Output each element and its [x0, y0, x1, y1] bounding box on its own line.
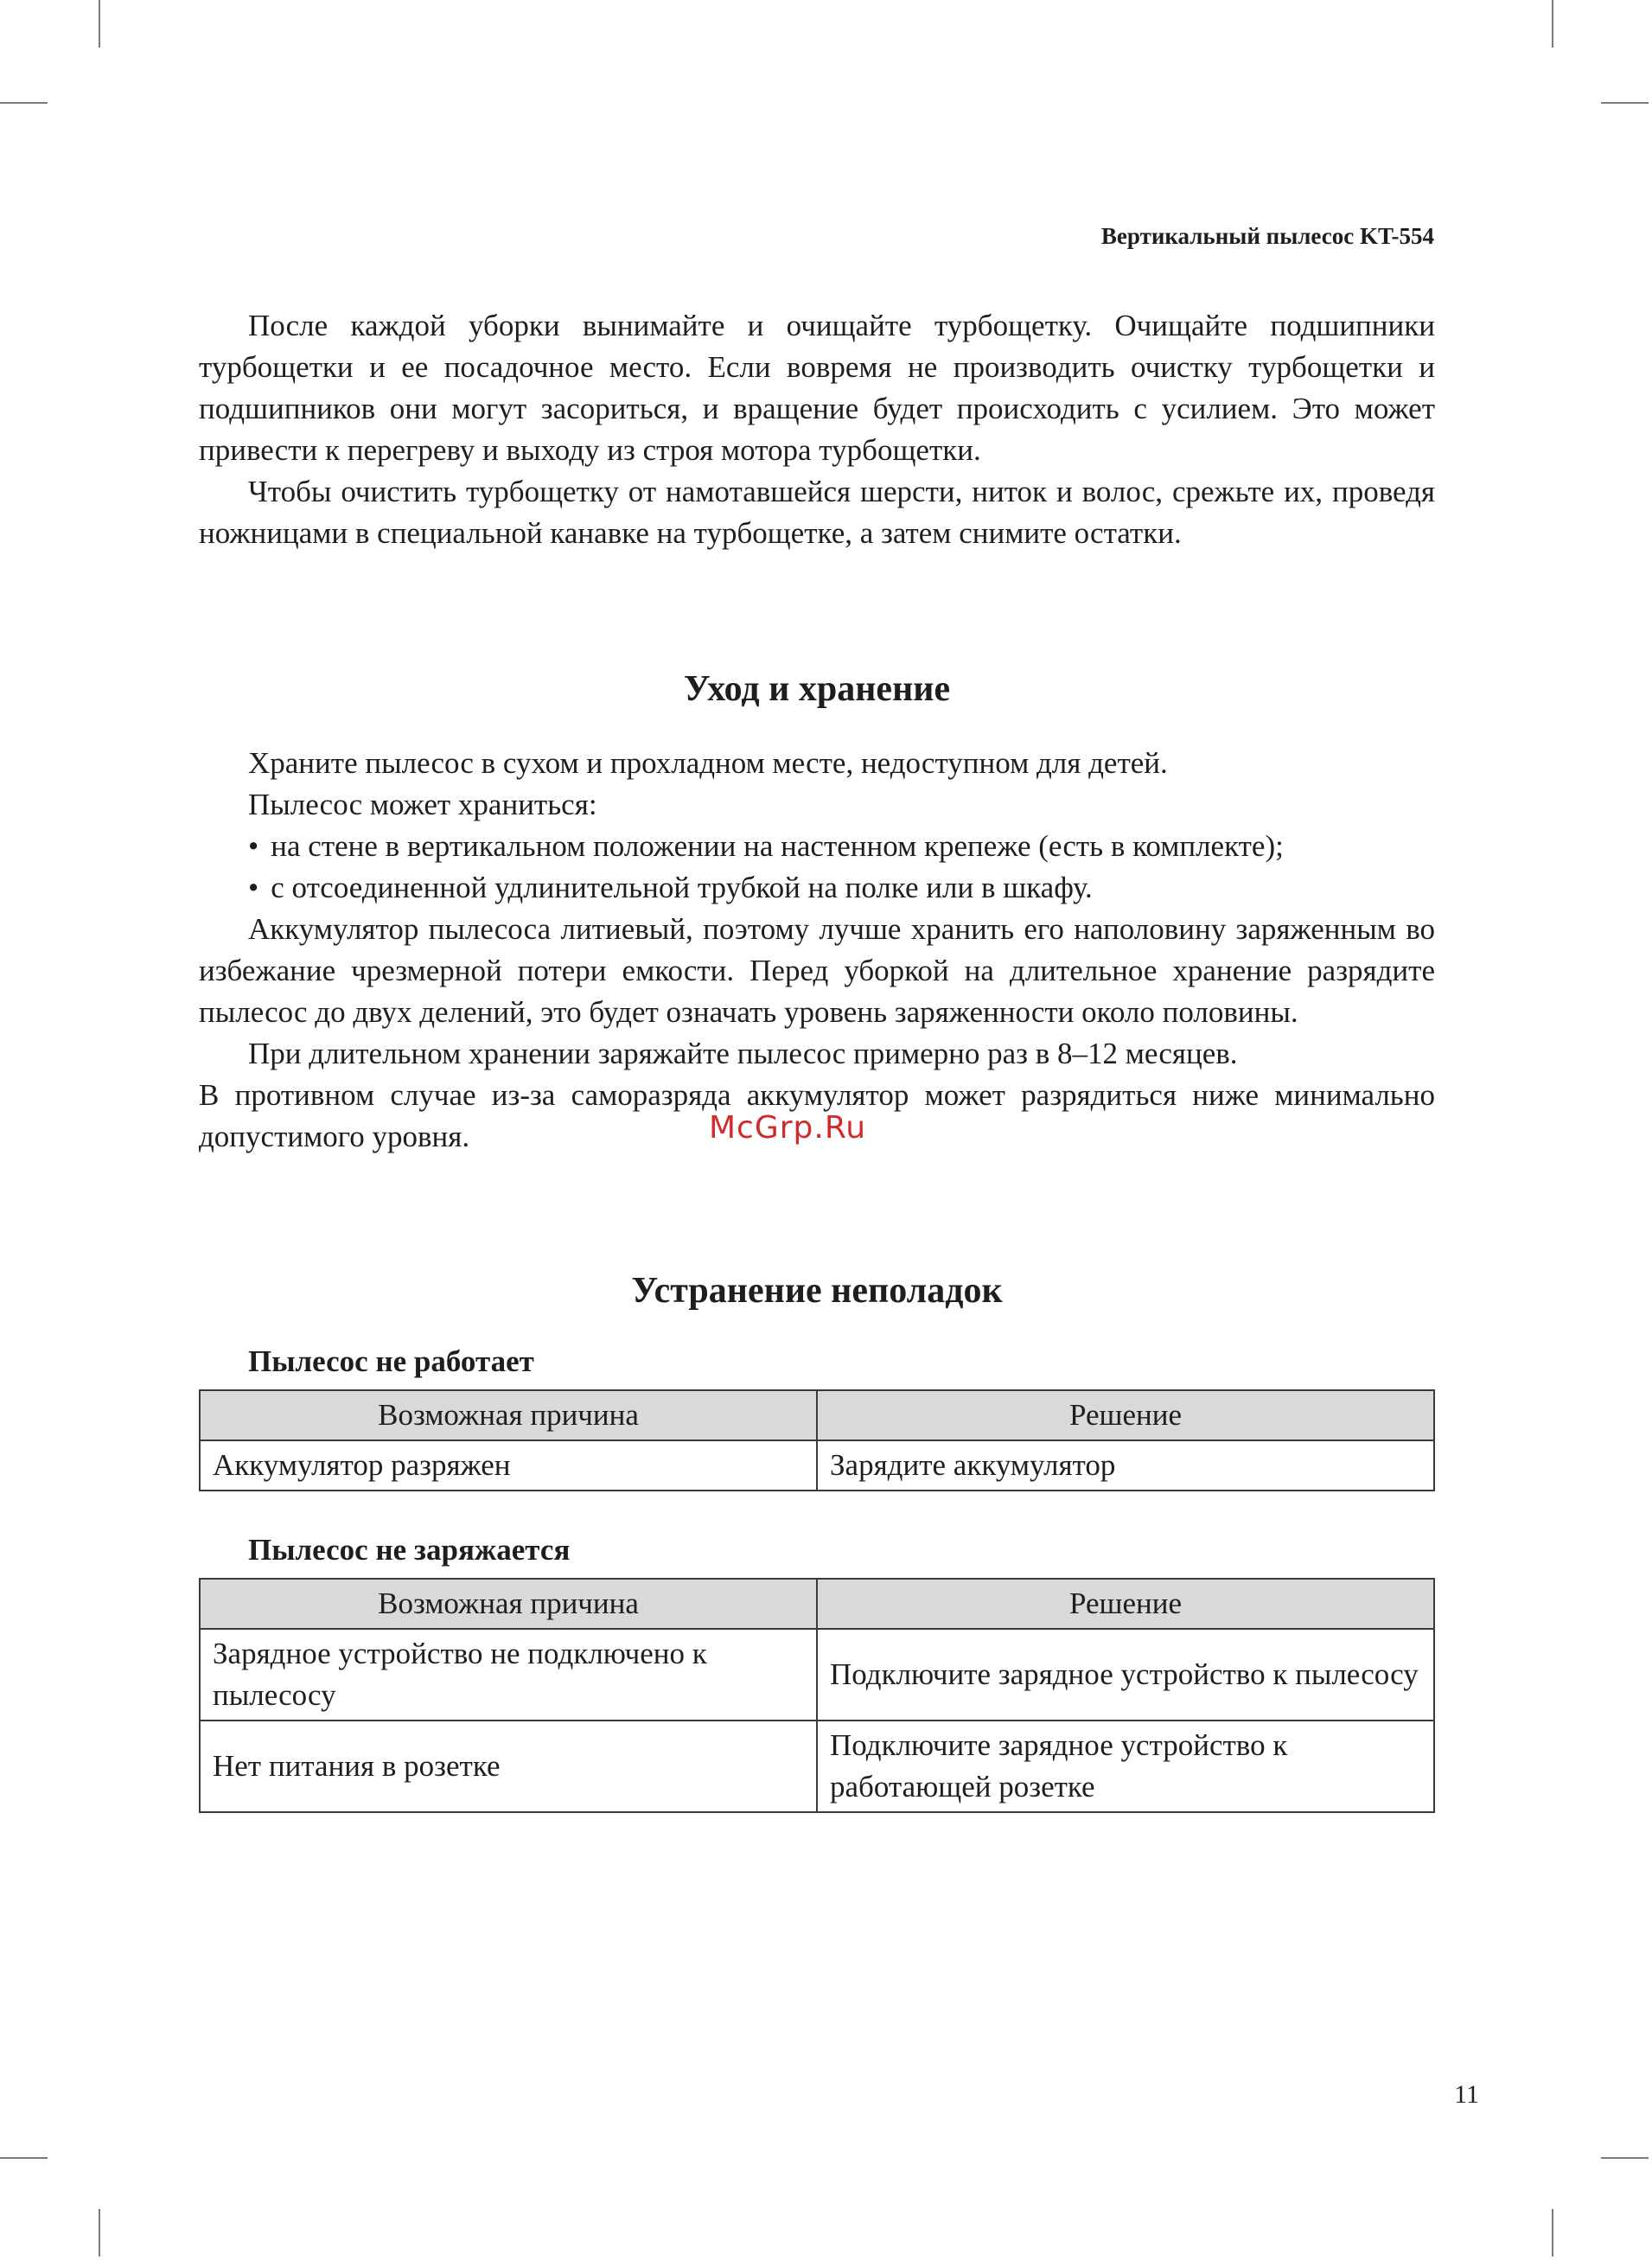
list-item	[199, 867, 1435, 909]
paragraph: Храните пылесос в сухом и прохладном месте, недоступном для детей.	[248, 746, 1168, 780]
paragraph: Аккумулятор пылесоса литиевый, поэтому лучше хранить его наполовину заряженным во избежание чрезмерной потери емкости. Перед уборкой на длительное хранение разрядите пылесос до двух делений, это будет означать уровень заряженности около половины.	[199, 912, 1435, 1029]
table-header-row	[200, 1390, 1434, 1440]
page-content	[199, 305, 1435, 1813]
section-title-care: Уход и хранение	[683, 669, 951, 709]
column-header-cause: Возможная причина	[200, 1390, 817, 1440]
paragraph: Пылесос может храниться:	[248, 788, 597, 821]
table-row	[200, 1629, 1434, 1721]
table-header-row	[200, 1579, 1434, 1629]
section-title-troubleshooting: Устранение неполадок	[631, 1271, 1003, 1311]
paragraph: В противном случае из-за саморазряда аккумулятор может разрядиться ниже минимально допустимого уровня.	[199, 1078, 1435, 1153]
bullet-icon: •	[248, 829, 259, 863]
paragraph: Чтобы очистить турбощетку от намотавшейся шерсти, ниток и волос, срежьте их, проведя ножницами в специальной канавке на турбощетке, а затем снимите остатки.	[199, 475, 1435, 550]
crop-mark	[1601, 102, 1649, 104]
watermark-link[interactable]: McGrp.Ru	[709, 1110, 867, 1146]
solution-cell: Подключите зарядное устройство к пылесосу	[817, 1629, 1434, 1721]
table-row	[200, 1440, 1434, 1491]
page-number: 11	[1454, 2080, 1479, 2109]
table-row	[200, 1721, 1434, 1812]
list-item-text: на стене в вертикальном положении на настенном крепеже (есть в комплекте);	[271, 829, 1284, 863]
solution-cell: Зарядите аккумулятор	[817, 1440, 1434, 1491]
list-item-text: с отсоединенной удлинительной трубкой на полке или в шкафу.	[271, 871, 1093, 904]
crop-mark	[1552, 0, 1553, 48]
crop-mark	[99, 0, 100, 48]
column-header-cause: Возможная причина	[200, 1579, 817, 1629]
cause-cell: Зарядное устройство не подключено к пылесосу	[200, 1629, 817, 1721]
bullet-icon: •	[248, 871, 259, 904]
column-header-solution: Решение	[817, 1390, 1434, 1440]
list-item	[199, 826, 1435, 867]
paragraph: При длительном хранении заряжайте пылесос примерно раз в 8–12 месяцев.	[248, 1037, 1238, 1070]
trouble-table-not-charging	[199, 1578, 1435, 1813]
crop-mark	[1601, 2157, 1649, 2159]
crop-mark	[0, 102, 48, 104]
table-heading: Пылесос не работает	[248, 1344, 534, 1378]
trouble-table-not-working	[199, 1389, 1435, 1491]
crop-mark	[1552, 2209, 1553, 2257]
crop-mark	[99, 2209, 100, 2257]
cause-cell: Аккумулятор разряжен	[200, 1440, 817, 1491]
solution-cell: Подключите зарядное устройство к работающей розетке	[817, 1721, 1434, 1812]
paragraph: После каждой уборки вынимайте и очищайте турбощетку. Очищайте подшипники турбощетки и ее посадочное место. Если вовремя не производить очистку турбощетки и подшипников они могут засориться, и вращение будет происходить с усилием. Это может привести к перегреву и выходу из строя мотора турбощетки.	[199, 309, 1435, 467]
column-header-solution: Решение	[817, 1579, 1434, 1629]
running-header: Вертикальный пылесос KT-554	[1100, 223, 1434, 249]
cause-cell: Нет питания в розетке	[200, 1721, 817, 1812]
crop-mark	[0, 2157, 48, 2159]
table-heading: Пылесос не заряжается	[248, 1533, 571, 1567]
